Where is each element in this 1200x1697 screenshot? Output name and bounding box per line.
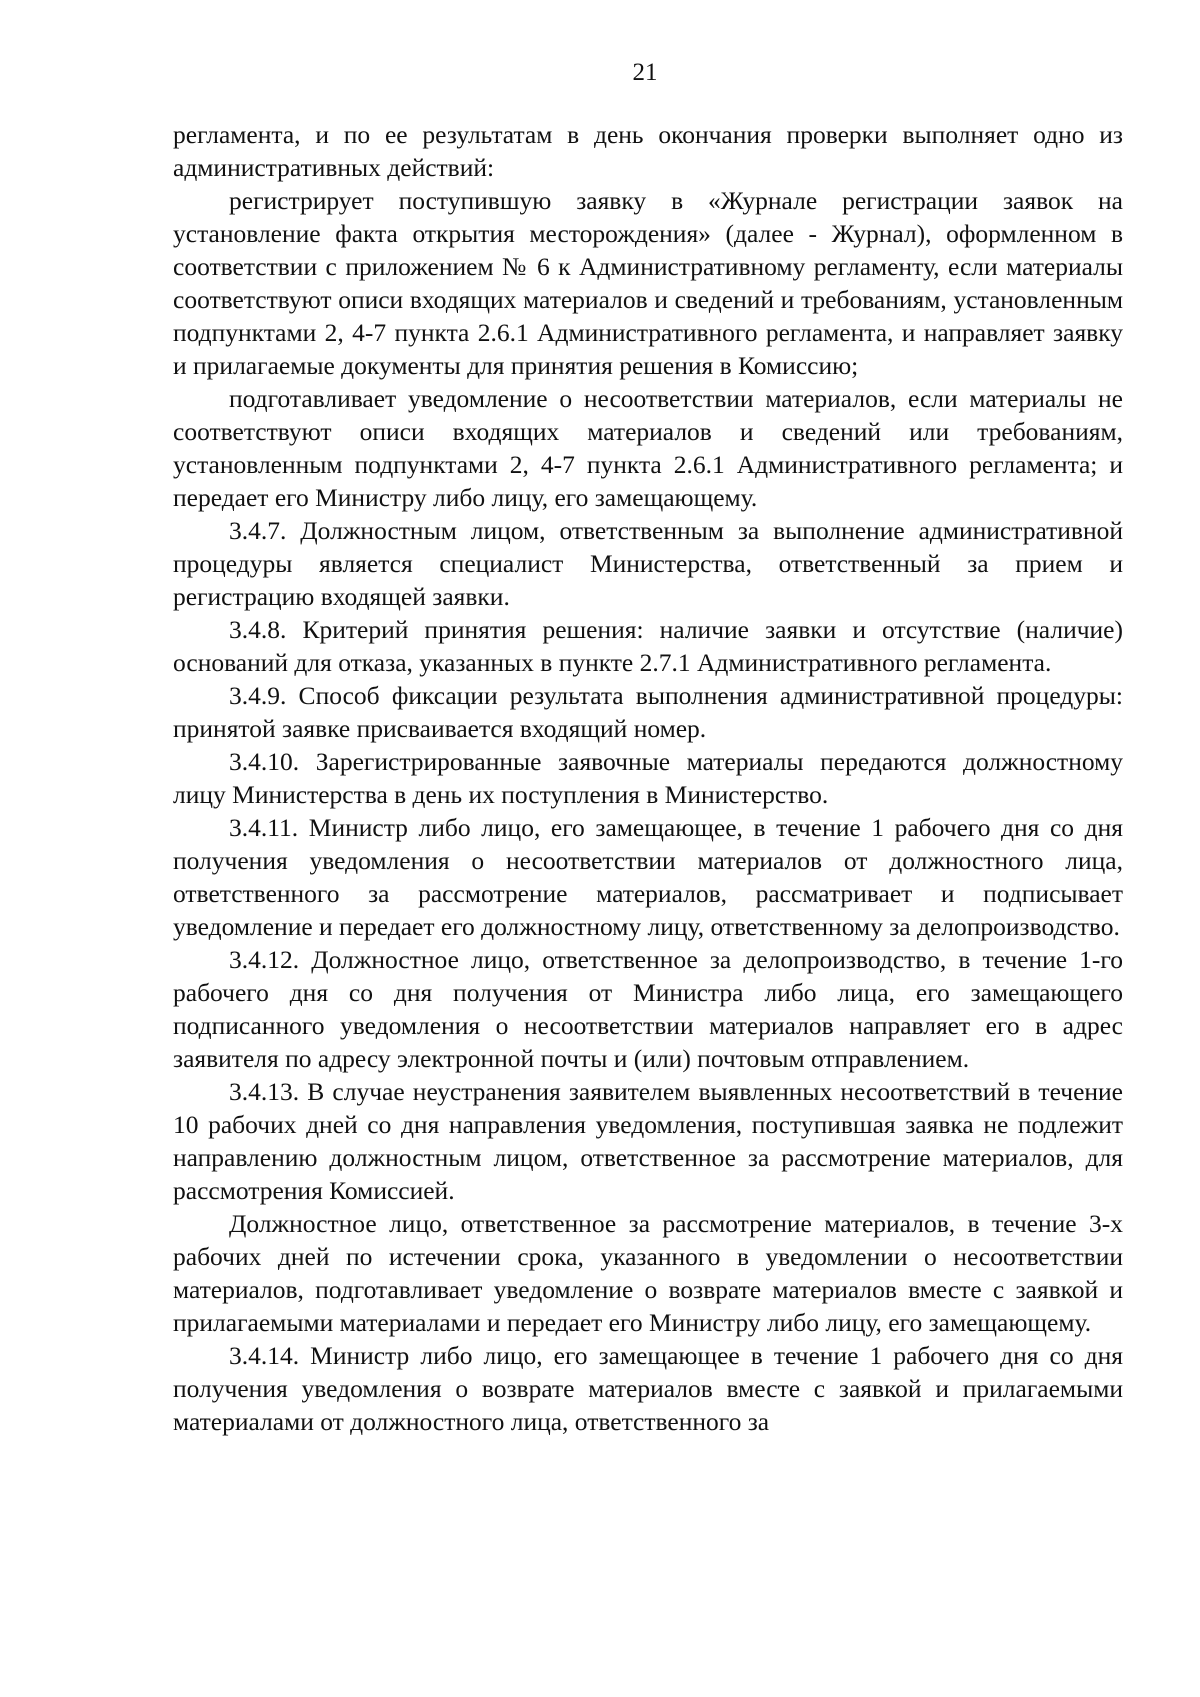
paragraph-3-4-14: 3.4.14. Министр либо лицо, его замещающее в течение 1 рабочего дня со дня получения уведомления о возврате материалов вместе с заявкой и прилагаемыми материалами от должностного лица, ответственного за xyxy=(173,1341,1123,1436)
paragraph-3-4-13: 3.4.13. В случае неустранения заявителем выявленных несоответствий в течение 10 рабочих дней со дня направления уведомления, поступившая заявка не подлежит направлению должностным лицом, ответственное за рассмотрение материалов, для рассмотрения Комиссией. xyxy=(173,1077,1123,1205)
paragraph-3-4-10: 3.4.10. Зарегистрированные заявочные материалы передаются должностному лицу Министерства в день их поступления в Министерство. xyxy=(173,747,1123,809)
paragraph-3-4-9: 3.4.9. Способ фиксации результата выполнения административной процедуры: принятой заявке присваивается входящий номер. xyxy=(173,681,1123,743)
paragraph-3-4-8: 3.4.8. Критерий принятия решения: наличие заявки и отсутствие (наличие) оснований для отказа, указанных в пункте 2.7.1 Административного регламента. xyxy=(173,615,1123,677)
paragraph-3-4-12: 3.4.12. Должностное лицо, ответственное за делопроизводство, в течение 1-го рабочего дня со дня получения от Министра либо лица, его замещающего подписанного уведомления о несоответствии материалов направляет его в адрес заявителя по адресу электронной почты и (или) почтовым отправлением. xyxy=(173,945,1123,1073)
paragraph-return-notice: Должностное лицо, ответственное за рассмотрение материалов, в течение 3-х рабочих дней по истечении срока, указанного в уведомлении о несоответствии материалов, подготавливает уведомление о возврате материалов вместе с заявкой и прилагаемыми материалами и передает его Министру либо лицу, его замещающему. xyxy=(173,1209,1123,1337)
paragraph-3-4-7: 3.4.7. Должностным лицом, ответственным за выполнение административной процедуры является специалист Министерства, ответственный за прием и регистрацию входящей заявки. xyxy=(173,516,1123,611)
paragraph-prepare-notice: подготавливает уведомление о несоответствии материалов, если материалы не соответствуют описи входящих материалов и сведений или требованиям, установленным подпунктами 2, 4-7 пункта 2.6.1 Административного регламента; и передает его Министру либо лицу, его замещающему. xyxy=(173,384,1123,512)
document-body xyxy=(173,118,1123,1438)
paragraph-3-4-11: 3.4.11. Министр либо лицо, его замещающее, в течение 1 рабочего дня со дня получения уведомления о несоответствии материалов от должностного лица, ответственного за рассмотрение материалов, рассматривает и подписывает уведомление и передает его должностному лицу, ответственному за делопроизводство. xyxy=(173,813,1123,941)
paragraph-register-application: регистрирует поступившую заявку в «Журнале регистрации заявок на установление факта открытия месторождения» (далее - Журнал), оформленном в соответствии с приложением № 6 к Административному регламенту, если материалы соответствуют описи входящих материалов и сведений и требованиям, установленным подпунктами 2, 4-7 пункта 2.6.1 Административного регламента, и направляет заявку и прилагаемые документы для принятия решения в Комиссию; xyxy=(173,186,1123,380)
page-number: 21 xyxy=(632,59,658,86)
paragraph-continuation: регламента, и по ее результатам в день окончания проверки выполняет одно из административных действий: xyxy=(173,120,1123,182)
